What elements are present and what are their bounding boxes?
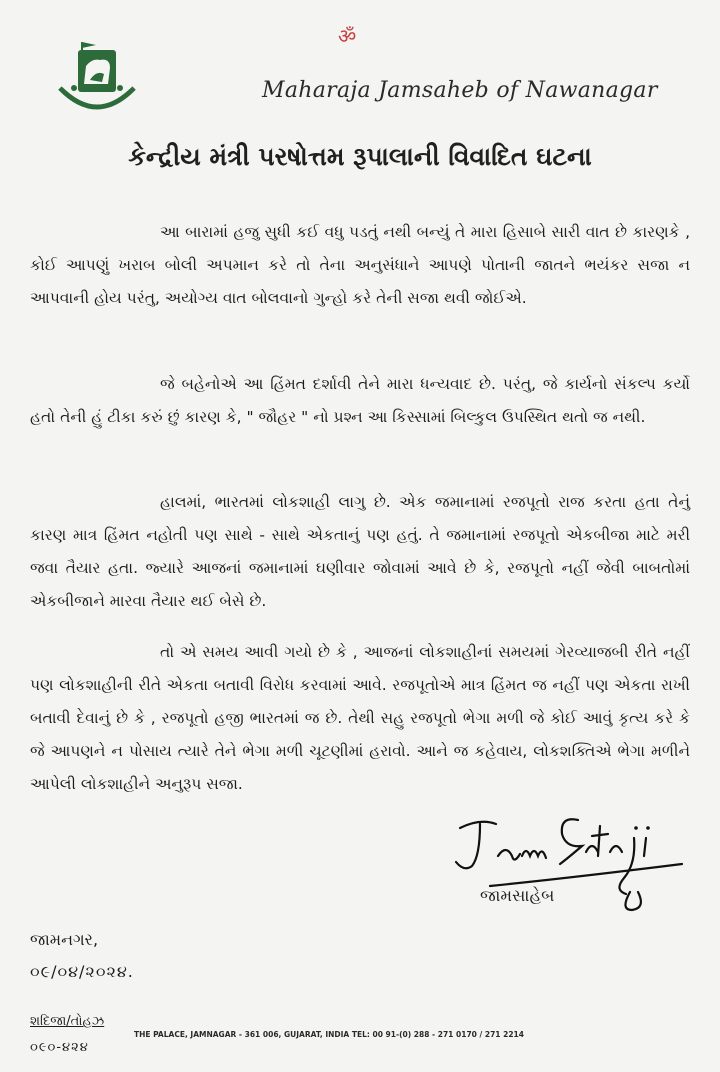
body-paragraph-2: જે બહેનોએ આ હિંમત દર્શાવી તેને મારા ધન્યવાદ છે. પરંતુ, જે કાર્યનો સંકલ્પ કર્યો હતો તેની હું ટીકા કરું છું કારણ કે, " જૌહર " નો પ્રશ્ન આ કિસ્સામાં બિલ્કુલ ઉપસ્થિત થતો જ નથી. [30,374,690,426]
reference-number: ૦૯૦-૪૨૪ [30,1040,89,1055]
letter-title: કેન્દ્રીય મંત્રી પરષોત્તમ રૂપાલાની વિવાદિત ઘટના [128,142,592,171]
reference-label: શદિજા/તોહઝ [30,1014,105,1029]
place: જામનગર, [30,930,99,949]
signatory-name: જામસાહેબ [480,886,555,905]
body-paragraph-1: આ બારામાં હજુ સુધી કઈ વધુ પડતું નથી બન્યું તે મારા હિસાબે સારી વાત છે કારણકે , કોઈ આપણું ખરાબ બોલી અપમાન કરે તો તેના અનુસંધાને આપણે પોતાની જાતને ભયંકર સજા ન આપવાની હોય પરંતુ, અયોગ્ય વાત બોલવાનો ગુન્હો કરે તેની સજા થવી જોઈએ. [30,222,690,307]
letter-date: ૦૯/૦૪/૨૦૨૪. [30,962,134,981]
body-paragraph-4: તો એ સમય આવી ગયો છે કે , આજનાં લોકશાહીનાં સમયમાં ગેરવ્યાજબી રીતે નહીં પણ લોકશાહીની રીતે એકતા બતાવી વિરોધ કરવામાં આવે. રજપૂતોએ માત્ર હિંમત જ નહીં પણ એકતા રાખી બતાવી દેવાનું છે કે , રજપૂતો હજી ભારતમાં જ છે. તેથી સહુ રજપૂતો ભેગા મળી જે કોઈ આવું કૃત્ય કરે કે જે આપણને ન પોસાય ત્યારે તેને ભેગા મળી ચૂટણીમાં હરાવો. આને જ કહેવાય, લોકશક્તિએ ભેગા મળીને આપેલી લોકશાહીને અનુરૂપ સજા. [30,642,690,793]
nawanagar-crest-logo [52,36,142,120]
om-symbol: ॐ [338,24,357,48]
body-paragraph-3: હાલમાં, ભારતમાં લોકશાહી લાગુ છે. એક જમાનામાં રજપૂતો રાજ કરતા હતા તેનું કારણ માત્ર હિંમત નહોતી પણ સાથે - સાથે એકતાનું પણ હતું. તે જમાનામાં રજપૂતો એકબીજા માટે મરી જવા તૈયાર હતા. જ્યારે આજનાં જમાનામાં ઘણીવાર જોવામાં આવે છે કે, રજપૂતો નહીં જેવી બાબતોમાં એકબીજાને મારવા તૈયાર થઈ બેસે છે. [30,492,690,610]
letterhead-name: Maharaja Jamsaheb of Nawanagar [262,78,658,103]
palace-address: THE PALACE, JAMNAGAR - 361 006, GUJARAT, INDIA TEL: 00 91-(0) 288 - 271 0170 / 271 2214 [134,1030,524,1039]
